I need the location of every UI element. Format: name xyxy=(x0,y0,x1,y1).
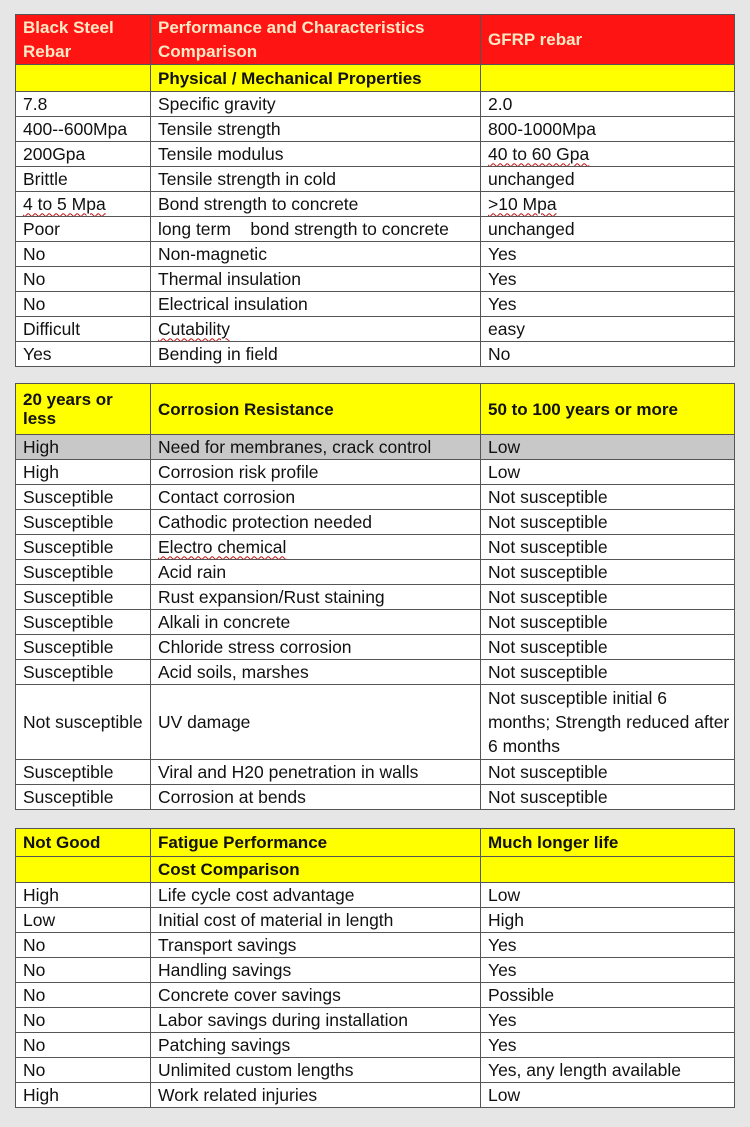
gfrp-value: Yes xyxy=(481,242,735,267)
steel-value: Susceptible xyxy=(16,785,151,810)
table-row xyxy=(16,192,735,217)
table-row xyxy=(16,267,735,292)
property-label: Acid soils, marshes xyxy=(151,660,481,685)
steel-value: Difficult xyxy=(16,317,151,342)
property-label: UV damage xyxy=(151,685,481,760)
steel-value: Susceptible xyxy=(16,585,151,610)
steel-value: Susceptible xyxy=(16,760,151,785)
gfrp-value: Yes xyxy=(481,958,735,983)
property-label: Bond strength to concrete xyxy=(151,192,481,217)
section-header-row xyxy=(16,65,735,92)
steel-value: Poor xyxy=(16,217,151,242)
table-row xyxy=(16,785,735,810)
table-row xyxy=(16,485,735,510)
table-row xyxy=(16,1033,735,1058)
steel-value: No xyxy=(16,242,151,267)
gfrp-value: Yes xyxy=(481,933,735,958)
table-row xyxy=(16,292,735,317)
gfrp-value: Yes xyxy=(481,267,735,292)
table-row xyxy=(16,242,735,267)
table-row xyxy=(16,92,735,117)
gfrp-value: Yes, any length available xyxy=(481,1058,735,1083)
gfrp-value: unchanged xyxy=(481,167,735,192)
steel-value-text: 4 to 5 Mpa xyxy=(23,193,106,214)
gfrp-value: Not susceptible xyxy=(481,535,735,560)
property-label: Life cycle cost advantage xyxy=(151,883,481,908)
table-row xyxy=(16,983,735,1008)
steel-value: No xyxy=(16,958,151,983)
section-title: Physical / Mechanical Properties xyxy=(151,65,481,92)
table-row xyxy=(16,610,735,635)
table-row xyxy=(16,142,735,167)
gfrp-value: unchanged xyxy=(481,217,735,242)
table-row xyxy=(16,167,735,192)
table-row xyxy=(16,933,735,958)
gfrp-fatigue-header: Much longer life xyxy=(481,829,735,857)
physical-properties-table xyxy=(15,14,735,367)
table-row xyxy=(16,585,735,610)
steel-value: 200Gpa xyxy=(16,142,151,167)
gfrp-value: Not susceptible xyxy=(481,760,735,785)
property-label: Tensile strength in cold xyxy=(151,167,481,192)
property-label: Corrosion at bends xyxy=(151,785,481,810)
gfrp-value xyxy=(481,192,735,217)
gfrp-value: Not susceptible xyxy=(481,610,735,635)
property-label: Contact corrosion xyxy=(151,485,481,510)
property-label: Unlimited custom lengths xyxy=(151,1058,481,1083)
table-row xyxy=(16,685,735,760)
gfrp-value: Yes xyxy=(481,1033,735,1058)
property-label: Tensile strength xyxy=(151,117,481,142)
table-row xyxy=(16,535,735,560)
gfrp-value: Low xyxy=(481,460,735,485)
comparison-header-row xyxy=(16,15,735,65)
table-row xyxy=(16,635,735,660)
property-label: Work related injuries xyxy=(151,1083,481,1108)
property-label-text: Cutability xyxy=(158,318,230,339)
steel-value: Yes xyxy=(16,342,151,367)
gfrp-value: Not susceptible xyxy=(481,510,735,535)
steel-value: Susceptible xyxy=(16,485,151,510)
gfrp-value: 2.0 xyxy=(481,92,735,117)
steel-value: Brittle xyxy=(16,167,151,192)
steel-value: Not susceptible xyxy=(16,685,151,760)
steel-value: Susceptible xyxy=(16,560,151,585)
steel-value: Susceptible xyxy=(16,510,151,535)
section-header-row xyxy=(16,857,735,883)
steel-value: High xyxy=(16,435,151,460)
property-label: long term bond strength to concrete xyxy=(151,217,481,242)
steel-fatigue-header: Not Good xyxy=(16,829,151,857)
steel-value: No xyxy=(16,983,151,1008)
property-label: Handling savings xyxy=(151,958,481,983)
table-row xyxy=(16,1083,735,1108)
property-label: Corrosion risk profile xyxy=(151,460,481,485)
property-label: Concrete cover savings xyxy=(151,983,481,1008)
table-row xyxy=(16,883,735,908)
corrosion-resistance-header: Corrosion Resistance xyxy=(151,384,481,435)
table-row xyxy=(16,760,735,785)
gfrp-value: Yes xyxy=(481,292,735,317)
gfrp-value: Not susceptible xyxy=(481,585,735,610)
gfrp-value: Not susceptible xyxy=(481,485,735,510)
property-label: Electrical insulation xyxy=(151,292,481,317)
steel-value: High xyxy=(16,460,151,485)
table-row xyxy=(16,317,735,342)
gfrp-value-text: 40 to 60 Gpa xyxy=(488,143,590,164)
gfrp-lifespan-header: 50 to 100 years or more xyxy=(481,384,735,435)
property-label: Acid rain xyxy=(151,560,481,585)
steel-value: No xyxy=(16,1008,151,1033)
property-label xyxy=(151,535,481,560)
table-row xyxy=(16,342,735,367)
gfrp-value: 800-1000Mpa xyxy=(481,117,735,142)
property-label: Thermal insulation xyxy=(151,267,481,292)
gfrp-value: easy xyxy=(481,317,735,342)
steel-value: No xyxy=(16,1033,151,1058)
gfrp-value: High xyxy=(481,908,735,933)
fatigue-cost-table xyxy=(15,828,735,1108)
comparison-header: Performance and Characteristics Comparison xyxy=(151,15,481,65)
gfrp-value: Low xyxy=(481,435,735,460)
gfrp-value: No xyxy=(481,342,735,367)
steel-value: Susceptible xyxy=(16,535,151,560)
property-label: Patching savings xyxy=(151,1033,481,1058)
steel-value: Low xyxy=(16,908,151,933)
property-label xyxy=(151,317,481,342)
gfrp-value: Not susceptible initial 6 months; Strength reduced after 6 months xyxy=(481,685,735,760)
property-label: Bending in field xyxy=(151,342,481,367)
steel-value: High xyxy=(16,883,151,908)
gfrp-value-text: >10 Mpa xyxy=(488,193,557,214)
steel-value: High xyxy=(16,1083,151,1108)
table-row xyxy=(16,510,735,535)
section-title: Cost Comparison xyxy=(151,857,481,883)
gfrp-rebar-header: GFRP rebar xyxy=(481,15,735,65)
table-row xyxy=(16,1058,735,1083)
property-label: Transport savings xyxy=(151,933,481,958)
table-row xyxy=(16,117,735,142)
table-row xyxy=(16,958,735,983)
gfrp-value: Low xyxy=(481,883,735,908)
gfrp-value xyxy=(481,142,735,167)
steel-value: No xyxy=(16,1058,151,1083)
property-label: Rust expansion/Rust staining xyxy=(151,585,481,610)
corrosion-resistance-table xyxy=(15,383,735,810)
corrosion-header-row xyxy=(16,384,735,435)
steel-value: No xyxy=(16,267,151,292)
property-label: Viral and H20 penetration in walls xyxy=(151,760,481,785)
gfrp-value: Not susceptible xyxy=(481,660,735,685)
property-label: Non-magnetic xyxy=(151,242,481,267)
gfrp-value: Possible xyxy=(481,983,735,1008)
steel-lifespan-header: 20 years or less xyxy=(16,384,151,435)
property-label: Specific gravity xyxy=(151,92,481,117)
gfrp-value: Not susceptible xyxy=(481,785,735,810)
gfrp-value: Low xyxy=(481,1083,735,1108)
property-label-text: Electro chemical xyxy=(158,536,287,557)
property-label: Labor savings during installation xyxy=(151,1008,481,1033)
fatigue-header-row xyxy=(16,829,735,857)
property-label: Chloride stress corrosion xyxy=(151,635,481,660)
property-label: Tensile modulus xyxy=(151,142,481,167)
gfrp-value: Not susceptible xyxy=(481,635,735,660)
steel-value xyxy=(16,192,151,217)
table-row-highlighted xyxy=(16,435,735,460)
table-row xyxy=(16,1008,735,1033)
steel-rebar-header: Black Steel Rebar xyxy=(16,15,151,65)
steel-value: No xyxy=(16,933,151,958)
steel-value: Susceptible xyxy=(16,635,151,660)
table-row xyxy=(16,908,735,933)
steel-value: Susceptible xyxy=(16,610,151,635)
steel-value: Susceptible xyxy=(16,660,151,685)
property-label: Need for membranes, crack control xyxy=(151,435,481,460)
steel-value: No xyxy=(16,292,151,317)
property-label: Alkali in concrete xyxy=(151,610,481,635)
table-row xyxy=(16,217,735,242)
gfrp-value: Not susceptible xyxy=(481,560,735,585)
property-label: Initial cost of material in length xyxy=(151,908,481,933)
steel-value: 7.8 xyxy=(16,92,151,117)
gfrp-value: Yes xyxy=(481,1008,735,1033)
property-label: Cathodic protection needed xyxy=(151,510,481,535)
table-row xyxy=(16,560,735,585)
table-row xyxy=(16,660,735,685)
fatigue-performance-header: Fatigue Performance xyxy=(151,829,481,857)
steel-value: 400--600Mpa xyxy=(16,117,151,142)
table-row xyxy=(16,460,735,485)
